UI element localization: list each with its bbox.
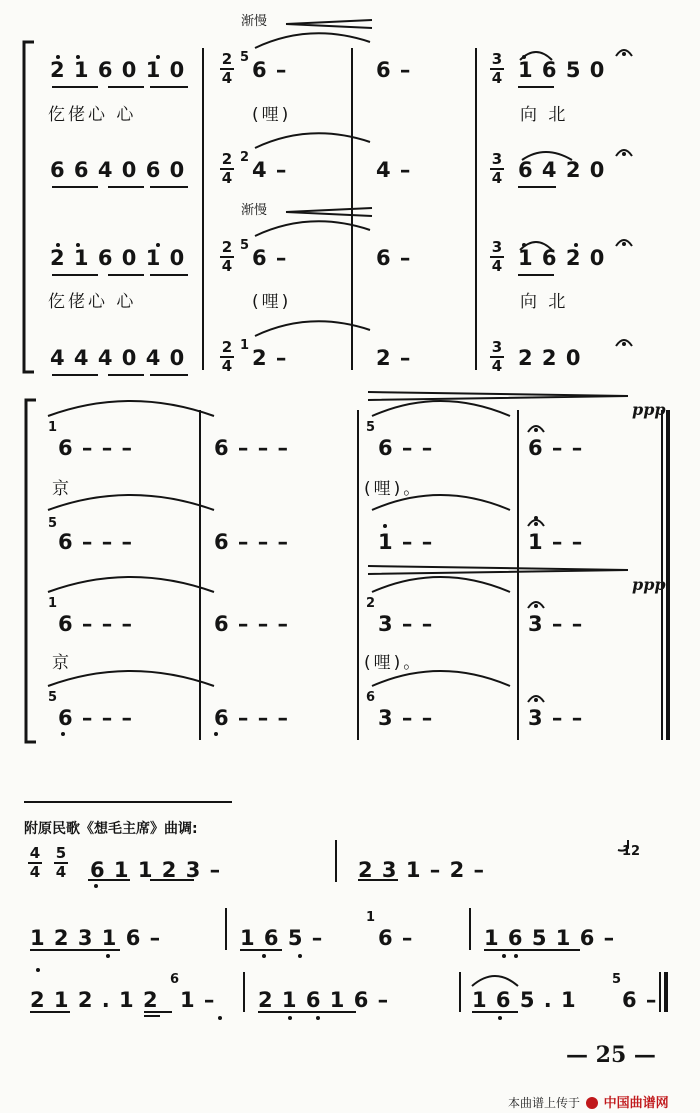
appendix-row3-a: 2 1 2 . 1 2 xyxy=(30,988,159,1012)
s2-staff4-m2: 6 – – – xyxy=(214,706,290,730)
appendix-row2-c: 1 6 5 1 6 – xyxy=(484,926,616,950)
appendix-row1-a: 6 1 1 2 3 – xyxy=(90,858,222,882)
s2-staff3-m3: 3 – – xyxy=(378,612,434,636)
time-signature-3-4: 3 4 xyxy=(491,50,503,87)
s1-staff2-m1: 6 6 4 0 6 0 xyxy=(50,158,186,182)
s2-staff2-m4: 1 – – xyxy=(528,530,584,554)
appendix-row1-b: 2 3 1 – 2 – xyxy=(358,858,486,882)
s1-staff2-m4: 6 4 2 0 xyxy=(518,158,606,182)
lyric-line-s2-1b: (哩)。 xyxy=(364,479,424,499)
time-signature-5-4: 5 4 xyxy=(55,844,67,881)
footer xyxy=(508,1092,669,1111)
grace-note: 5 xyxy=(48,690,58,705)
s2-staff2-m3: 1 – – xyxy=(378,530,434,554)
lyric-line-3a: 仡佬心 心 xyxy=(48,292,137,312)
s1-staff1-m2: 6 – xyxy=(252,58,288,82)
appendix-row2-b2: 6 – xyxy=(378,926,414,950)
time-signature-3-4: 3 4 xyxy=(491,238,503,275)
site-logo-icon xyxy=(586,1097,598,1109)
system-1-lines xyxy=(0,0,700,380)
s1-staff2-m2: 4 – xyxy=(252,158,288,182)
s2-staff4-m1: 6 – – – xyxy=(58,706,134,730)
time-signature-2-4: 2 4 xyxy=(221,338,233,375)
time-signature-2-4: 2 4 xyxy=(221,50,233,87)
s1-staff1-m4: 1 6 5 0 xyxy=(518,58,606,82)
s2-staff1-m1: 6 – – – xyxy=(58,436,134,460)
appendix-row3-c2: 6 – xyxy=(622,988,658,1012)
tempo-mark-1: 渐慢 xyxy=(241,14,268,29)
grace-note: 5 xyxy=(48,516,58,531)
s2-staff4-m4: 3 – – xyxy=(528,706,584,730)
lyric-line-1b: (哩) xyxy=(252,105,292,125)
dynamic-ppp: ppp xyxy=(632,400,666,419)
grace-note: 1 xyxy=(48,596,58,611)
lyric-line-s2-3b: (哩)。 xyxy=(364,653,424,673)
s2-staff3-m4: 3 – – xyxy=(528,612,584,636)
appendix-row3-c: 1 6 5 . 1 xyxy=(472,988,577,1012)
s1-staff3-m3: 6 – xyxy=(376,246,412,270)
time-signature-4-4: 4 4 xyxy=(29,844,41,881)
s1-staff4-m1: 4 4 4 0 4 0 xyxy=(50,346,186,370)
lyric-line-1c: 向 北 xyxy=(520,105,569,125)
s1-staff1-m1: 2 1 6 0 1 0 xyxy=(50,58,186,82)
s1-staff4-m2: 2 – xyxy=(252,346,288,370)
appendix-row3-a2: 1 – xyxy=(180,988,216,1012)
appendix-title: 附原民歌《想毛主席》曲调: xyxy=(24,821,198,837)
s2-staff2-m2: 6 – – – xyxy=(214,530,290,554)
lyric-line-1a: 仡佬心 心 xyxy=(48,105,137,125)
s2-staff2-m1: 6 – – – xyxy=(58,530,134,554)
lyric-line-3c: 向 北 xyxy=(520,292,569,312)
s2-staff1-m3: 6 – – xyxy=(378,436,434,460)
footer-uploaded-text: 本曲谱上传于 xyxy=(508,1096,581,1110)
grace-note: 5 xyxy=(612,972,622,987)
appendix-row3-b: 2 1 6 1 6 – xyxy=(258,988,390,1012)
s1-staff4-m4: 2 2 0 xyxy=(518,346,582,370)
grace-note: 2 xyxy=(366,596,376,611)
tempo-mark-2: 渐慢 xyxy=(241,203,268,218)
grace-note: 1 xyxy=(240,338,250,353)
grace-note: 1 xyxy=(48,420,58,435)
s1-staff3-m2: 6 – xyxy=(252,246,288,270)
lyric-line-s2-3a: 京 xyxy=(52,653,72,673)
time-signature-2-4: 2 4 xyxy=(221,238,233,275)
grace-note: 6 xyxy=(366,690,376,705)
grace-note: 2 xyxy=(240,150,250,165)
s1-staff3-m1: 2 1 6 0 1 0 xyxy=(50,246,186,270)
time-signature-2-4: 2 4 xyxy=(221,150,233,187)
page-number: — 25 — xyxy=(566,1042,656,1068)
s1-staff1-m3: 6 – xyxy=(376,58,412,82)
s2-staff4-m3: 3 – – xyxy=(378,706,434,730)
grace-note: 5 xyxy=(240,50,250,65)
s2-staff3-m1: 6 – – – xyxy=(58,612,134,636)
grace-note: 5 xyxy=(240,238,250,253)
grace-note: 12 xyxy=(622,844,641,859)
time-signature-3-4: 3 4 xyxy=(491,338,503,375)
appendix-row2-b: 1 6 5 – xyxy=(240,926,324,950)
s1-staff4-m3: 2 – xyxy=(376,346,412,370)
appendix-row2-a: 1 2 3 1 6 – xyxy=(30,926,162,950)
s2-staff1-m4: 6 – – xyxy=(528,436,584,460)
grace-note: 6 xyxy=(170,972,180,987)
lyric-line-s2-1a: 京 xyxy=(52,479,72,499)
s1-staff2-m3: 4 – xyxy=(376,158,412,182)
s1-staff3-m4: 1 6 2 0 xyxy=(518,246,606,270)
footer-brand[interactable]: 中国曲谱网 xyxy=(603,1096,669,1111)
grace-note: 5 xyxy=(366,420,376,435)
lyric-line-3b: (哩) xyxy=(252,292,292,312)
time-signature-3-4: 3 4 xyxy=(491,150,503,187)
dynamic-ppp: ppp xyxy=(632,575,666,594)
grace-note: 1 xyxy=(366,910,376,925)
s2-staff3-m2: 6 – – – xyxy=(214,612,290,636)
s2-staff1-m2: 6 – – – xyxy=(214,436,290,460)
